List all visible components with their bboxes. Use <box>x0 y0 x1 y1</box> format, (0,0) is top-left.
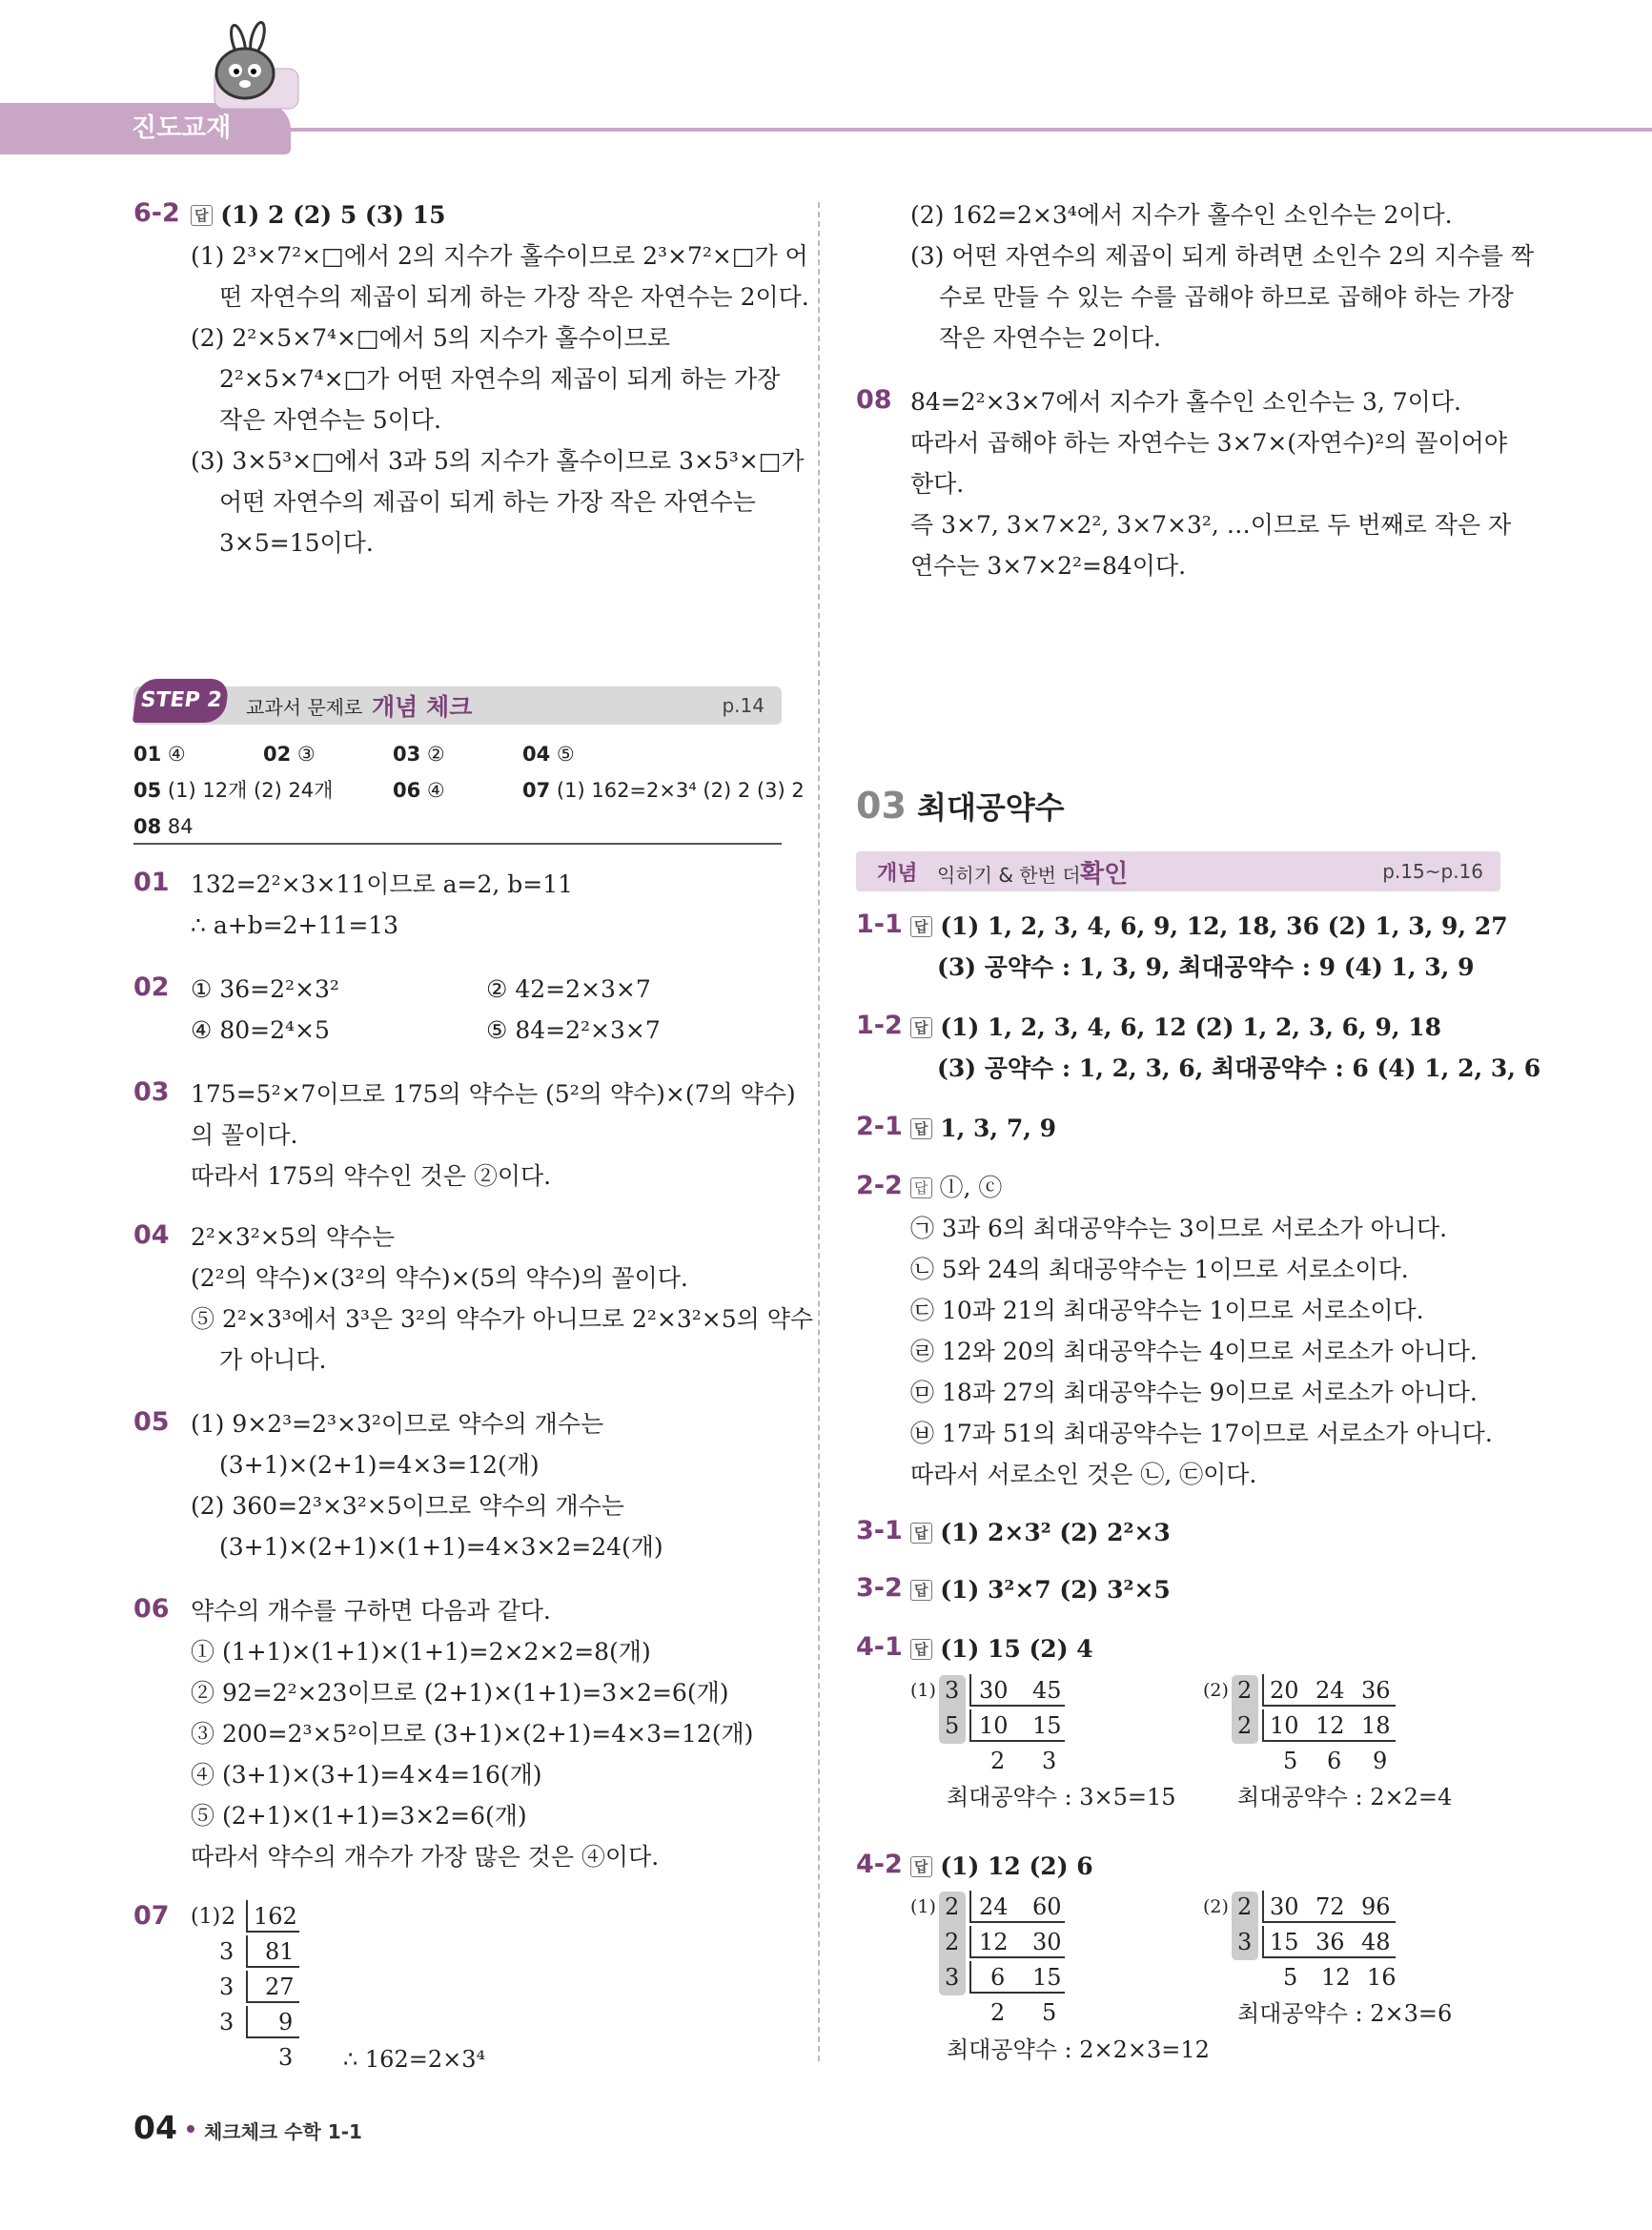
header-rule <box>276 128 1652 132</box>
problem-number: 6-2 <box>133 198 180 228</box>
solution-line: (2²의 약수)×(3²의 약수)×(5의 약수)의 꼴이다. <box>191 1264 688 1292</box>
answer-text: (3) 공약수 : 1, 2, 3, 6, 최대공약수 : 6 (4) 1, 2, 3, 6 <box>937 1054 1541 1082</box>
divisor: 3 <box>1237 1929 1253 1955</box>
cell: 36 <box>1361 1677 1391 1704</box>
solution-line: 약수의 개수를 구하면 다음과 같다. <box>191 1597 551 1625</box>
solution-line: ∴ a+b=2+11=13 <box>191 911 399 939</box>
cell: 5 <box>1283 1748 1298 1774</box>
solution-line: 한다. <box>910 470 965 498</box>
solution-line: 84=2²×3×7에서 지수가 홀수인 소인수는 3, 7이다. <box>910 388 1461 416</box>
cell: 20 <box>1270 1677 1299 1704</box>
concept-label: 개념 <box>877 862 918 886</box>
solution-line: (3+1)×(2+1)=4×3=12(개) <box>219 1451 540 1479</box>
page-number: 04 <box>133 2109 177 2146</box>
gcd-ladder-4-1-b <box>1203 1673 1508 1816</box>
problem-2-2 <box>910 1167 1493 1495</box>
quotient: 162 <box>254 1903 297 1930</box>
solution-line: ㉥ 17과 51의 최대공약수는 17이므로 서로소가 아니다. <box>910 1420 1493 1447</box>
problem-2-1 <box>910 1108 1056 1149</box>
book-title: 체크체크 수학 1-1 <box>203 2120 362 2143</box>
answer-item: 02 ③ <box>263 743 316 766</box>
cell: 12 <box>1315 1712 1345 1739</box>
answer-item: 08 84 <box>133 815 194 838</box>
cell: 12 <box>979 1929 1009 1955</box>
solution-line: 작은 자연수는 5이다. <box>219 406 441 434</box>
cell: 5 <box>1042 1999 1057 2026</box>
problem-01 <box>191 864 573 946</box>
step2-subtitle: 교과서 문제로 <box>246 696 363 719</box>
concept-page-ref: p.15~p.16 <box>1382 860 1483 883</box>
answer-icon: 답 <box>910 1177 932 1198</box>
cell: 36 <box>1315 1929 1345 1955</box>
section-name: 최대공약수 <box>917 789 1065 826</box>
problem-number: 07 <box>133 1901 170 1931</box>
answer-text: (1) 2 (2) 5 (3) 15 <box>220 201 446 229</box>
step2-badge: STEP 2 <box>133 679 230 723</box>
section-title <box>856 784 1065 828</box>
cell: 30 <box>1270 1893 1299 1920</box>
solution-line: 의 꼴이다. <box>191 1121 298 1149</box>
problem-number: 02 <box>133 972 170 1002</box>
answer-text: 1, 3, 7, 9 <box>940 1115 1057 1142</box>
concept-title: 확인 <box>1080 860 1129 889</box>
solution-line: 따라서 서로소인 것은 ㉡, ㉢이다. <box>910 1461 1257 1488</box>
problem-number: 3-2 <box>856 1573 903 1603</box>
problem-number: 2-1 <box>856 1112 903 1141</box>
step2-page-ref: p.14 <box>722 694 765 717</box>
solution-line: (3) 어떤 자연수의 제곱이 되게 하려면 소인수 2의 지수를 짝 <box>910 242 1535 270</box>
answer-icon: 답 <box>910 1639 932 1660</box>
cell: 6 <box>990 1964 1006 1991</box>
footer-dot-icon <box>187 2125 194 2133</box>
answer-grid-rule <box>133 843 782 845</box>
rabbit-mascot-icon <box>195 21 300 112</box>
answer-item: 04 ⑤ <box>522 743 575 766</box>
cell: 2 <box>990 1748 1006 1774</box>
choice-5: ⑤ 84=2²×3×7 <box>486 1016 661 1044</box>
part-label: (2) <box>1203 1896 1229 1917</box>
problem-number: 3-1 <box>856 1516 903 1545</box>
part-label: (1) <box>910 1896 936 1917</box>
answer-icon: 답 <box>910 1856 932 1877</box>
problem-number: 2-2 <box>856 1171 903 1200</box>
divisor: 3 <box>945 1677 960 1704</box>
problem-07-continued <box>910 194 1534 358</box>
cell: 3 <box>1042 1748 1057 1774</box>
gcd-ladder-4-2-b <box>1203 1890 1508 2033</box>
problem-3-2 <box>910 1569 1171 1610</box>
cell: 72 <box>1315 1893 1345 1920</box>
divisor: 2 <box>1237 1893 1253 1920</box>
cell: 24 <box>979 1893 1009 1920</box>
quotient: 9 <box>278 2009 294 2036</box>
cell: 18 <box>1361 1712 1391 1739</box>
section-number: 03 <box>856 785 907 827</box>
problem-number: 4-2 <box>856 1850 903 1879</box>
solution-line: ㉣ 12와 20의 최대공약수는 4이므로 서로소가 아니다. <box>910 1338 1478 1365</box>
answer-text: (1) 1, 2, 3, 4, 6, 12 (2) 1, 2, 3, 6, 9, 18 <box>940 1013 1442 1041</box>
solution-line: 즉 3×7, 3×7×2², 3×7×3², …이므로 두 번째로 작은 자 <box>910 511 1512 539</box>
answer-text: (1) 1, 2, 3, 4, 6, 9, 12, 18, 36 (2) 1, 3, 9, 27 <box>940 912 1508 940</box>
problem-number: 05 <box>133 1407 170 1437</box>
step2-title: 개념 체크 <box>372 693 473 721</box>
answer-text: ⓛ, ⓒ <box>939 1174 1003 1201</box>
divisor: 3 <box>219 1938 235 1965</box>
cell: 16 <box>1367 1964 1397 1991</box>
solution-line: ㉢ 10과 21의 최대공약수는 1이므로 서로소이다. <box>910 1297 1424 1324</box>
column-divider <box>818 202 820 2061</box>
result: 최대공약수 : 3×5=15 <box>947 1784 1176 1811</box>
solution-line: 2²×3²×5의 약수는 <box>191 1223 396 1251</box>
answer-icon: 답 <box>910 1017 932 1038</box>
header-label: 진도교재 <box>132 113 232 143</box>
problem-number: 4-1 <box>856 1632 903 1662</box>
gcd-ladder-4-2-a <box>910 1890 1210 2071</box>
solution-line: (1) 2³×7²×□에서 2의 지수가 홀수이므로 2³×7²×□가 어 <box>191 242 808 270</box>
page-footer <box>133 2109 362 2146</box>
divisor: 2 <box>221 1903 236 1930</box>
solution-line: 2²×5×7⁴×□가 어떤 자연수의 제곱이 되게 하는 가장 <box>219 365 781 393</box>
concept-header <box>856 851 1500 891</box>
answer-text: (1) 12 (2) 6 <box>940 1852 1093 1880</box>
solution-line: (2) 360=2³×3²×5이므로 약수의 개수는 <box>191 1492 624 1520</box>
gcd-ladder-4-1-a <box>910 1673 1196 1816</box>
solution-line: 작은 자연수는 2이다. <box>939 324 1161 352</box>
solution-line: 따라서 약수의 개수가 가장 많은 것은 ④이다. <box>191 1843 660 1871</box>
answer-text: (3) 공약수 : 1, 3, 9, 최대공약수 : 9 (4) 1, 3, 9 <box>937 953 1475 981</box>
answer-icon: 답 <box>910 1580 932 1601</box>
problem-number: 01 <box>133 868 170 897</box>
problem-number: 08 <box>856 385 892 415</box>
quotient: 81 <box>265 1938 295 1965</box>
cell: 15 <box>1270 1929 1299 1955</box>
solution-line: 어떤 자연수의 제곱이 되게 하는 가장 작은 자연수는 <box>219 488 756 516</box>
part-label: (1) <box>191 1905 221 1929</box>
part-label: (2) <box>1203 1680 1229 1701</box>
problem-number: 06 <box>133 1594 170 1624</box>
cell: 30 <box>979 1677 1009 1704</box>
problem-4-2 <box>910 1846 1093 1887</box>
problem-06 <box>191 1590 753 1877</box>
solution-line: 따라서 175의 약수인 것은 ②이다. <box>191 1162 552 1190</box>
quotient: 27 <box>265 1974 295 2000</box>
solution-line: ② 92=2²×23이므로 (2+1)×(1+1)=3×2=6(개) <box>191 1679 729 1707</box>
answer-text: (1) 2×3² (2) 2²×3 <box>940 1519 1171 1546</box>
cell: 2 <box>990 1999 1006 2026</box>
result: 최대공약수 : 2×2=4 <box>1237 1784 1453 1811</box>
cell: 12 <box>1321 1964 1351 1991</box>
factor-ladder-162 <box>191 1899 572 2090</box>
solution-line: 3×5=15이다. <box>219 529 374 557</box>
cell: 24 <box>1315 1677 1345 1704</box>
solution-line: (3) 3×5³×□에서 3과 5의 지수가 홀수이므로 3×5³×□가 <box>191 447 805 475</box>
answer-item: 05 (1) 12개 (2) 24개 <box>133 779 334 802</box>
solution-line: ㉡ 5와 24의 최대공약수는 1이므로 서로소이다. <box>910 1256 1409 1283</box>
solution-line: (3+1)×(2+1)×(1+1)=4×3×2=24(개) <box>219 1533 663 1561</box>
result: 최대공약수 : 2×2×3=12 <box>947 2036 1210 2063</box>
cell: 15 <box>1032 1964 1062 1991</box>
cell: 96 <box>1361 1893 1391 1920</box>
solution-line: ㉠ 3과 6의 최대공약수는 3이므로 서로소가 아니다. <box>910 1215 1448 1242</box>
answer-text: (1) 15 (2) 4 <box>940 1635 1093 1663</box>
divisor: 3 <box>945 1964 960 1991</box>
problem-05 <box>191 1403 663 1567</box>
problem-1-2 <box>910 1007 1540 1089</box>
answer-icon: 답 <box>191 205 213 226</box>
divisor: 3 <box>219 1974 235 2000</box>
solution-line: ⑤ (2+1)×(1+1)=3×2=6(개) <box>191 1802 527 1830</box>
problem-4-1 <box>910 1628 1093 1669</box>
problem-6-2 <box>191 194 809 563</box>
cell: 45 <box>1032 1677 1062 1704</box>
result: ∴ 162=2×3⁴ <box>343 2046 486 2073</box>
concept-subtitle: 익히기 & 한번 더 <box>937 864 1081 887</box>
result: 최대공약수 : 2×3=6 <box>1237 2000 1453 2027</box>
answer-item: 06 ④ <box>393 779 445 802</box>
divisor: 3 <box>219 2009 235 2036</box>
divisor: 2 <box>1237 1712 1253 1739</box>
solution-line: ① (1+1)×(1+1)×(1+1)=2×2×2=8(개) <box>191 1638 651 1666</box>
problem-number: 1-2 <box>856 1011 903 1040</box>
answer-icon: 답 <box>910 916 932 937</box>
problem-03 <box>191 1074 796 1197</box>
divisor: 2 <box>1237 1677 1253 1704</box>
step2-header <box>133 686 782 725</box>
divisor: 2 <box>945 1893 960 1920</box>
divisor: 2 <box>945 1929 960 1955</box>
solution-line: 떤 자연수의 제곱이 되게 하는 가장 작은 자연수는 2이다. <box>219 283 809 311</box>
cell: 60 <box>1032 1893 1062 1920</box>
solution-line: ㉤ 18과 27의 최대공약수는 9이므로 서로소가 아니다. <box>910 1379 1478 1406</box>
choice-1: ① 36=2²×3² <box>191 975 339 1003</box>
quotient: 3 <box>278 2044 294 2071</box>
problem-number: 04 <box>133 1220 170 1250</box>
cell: 6 <box>1327 1748 1342 1774</box>
answer-icon: 답 <box>910 1118 932 1139</box>
answer-icon: 답 <box>910 1523 932 1544</box>
solution-line: 가 아니다. <box>219 1346 327 1374</box>
solution-line: ③ 200=2³×5²이므로 (3+1)×(2+1)=4×3=12(개) <box>191 1720 754 1748</box>
cell: 9 <box>1373 1748 1388 1774</box>
part-label: (1) <box>910 1680 936 1701</box>
cell: 10 <box>1270 1712 1299 1739</box>
choice-4: ④ 80=2⁴×5 <box>191 1016 330 1044</box>
cell: 15 <box>1032 1712 1062 1739</box>
solution-line: ④ (3+1)×(3+1)=4×4=16(개) <box>191 1761 542 1789</box>
cell: 10 <box>979 1712 1009 1739</box>
problem-number: 03 <box>133 1077 170 1107</box>
solution-line: (2) 162=2×3⁴에서 지수가 홀수인 소인수는 2이다. <box>910 201 1453 229</box>
problem-number: 1-1 <box>856 910 903 939</box>
solution-line: ⑤ 2²×3³에서 3³은 3²의 약수가 아니므로 2²×3²×5의 약수 <box>191 1305 814 1333</box>
problem-08 <box>910 381 1511 586</box>
problem-3-1 <box>910 1512 1171 1553</box>
problem-04 <box>191 1217 813 1381</box>
solution-line: 132=2²×3×11이므로 a=2, b=11 <box>191 870 574 898</box>
answer-item: 03 ② <box>393 743 445 766</box>
solution-line: 175=5²×7이므로 175의 약수는 (5²의 약수)×(7의 약수) <box>191 1080 796 1108</box>
cell: 5 <box>1283 1964 1298 1991</box>
solution-line: 따라서 곱해야 하는 자연수는 3×7×(자연수)²의 꼴이어야 <box>910 429 1507 457</box>
cell: 48 <box>1361 1929 1391 1955</box>
solution-line: 수로 만들 수 있는 수를 곱해야 하므로 곱해야 하는 가장 <box>939 283 1514 311</box>
answer-item: 07 (1) 162=2×3⁴ (2) 2 (3) 2 <box>522 779 805 802</box>
answer-item: 01 ④ <box>133 743 186 766</box>
solution-line: (2) 2²×5×7⁴×□에서 5의 지수가 홀수이므로 <box>191 324 670 352</box>
problem-02 <box>191 969 801 1054</box>
cell: 30 <box>1032 1929 1062 1955</box>
answer-text: (1) 3²×7 (2) 3²×5 <box>940 1576 1171 1604</box>
solution-line: 연수는 3×7×2²=84이다. <box>910 552 1187 580</box>
solution-line: (1) 9×2³=2³×3²이므로 약수의 개수는 <box>191 1410 604 1438</box>
choice-2: ② 42=2×3×7 <box>486 975 651 1003</box>
problem-1-1 <box>910 906 1508 988</box>
divisor: 5 <box>945 1712 960 1739</box>
